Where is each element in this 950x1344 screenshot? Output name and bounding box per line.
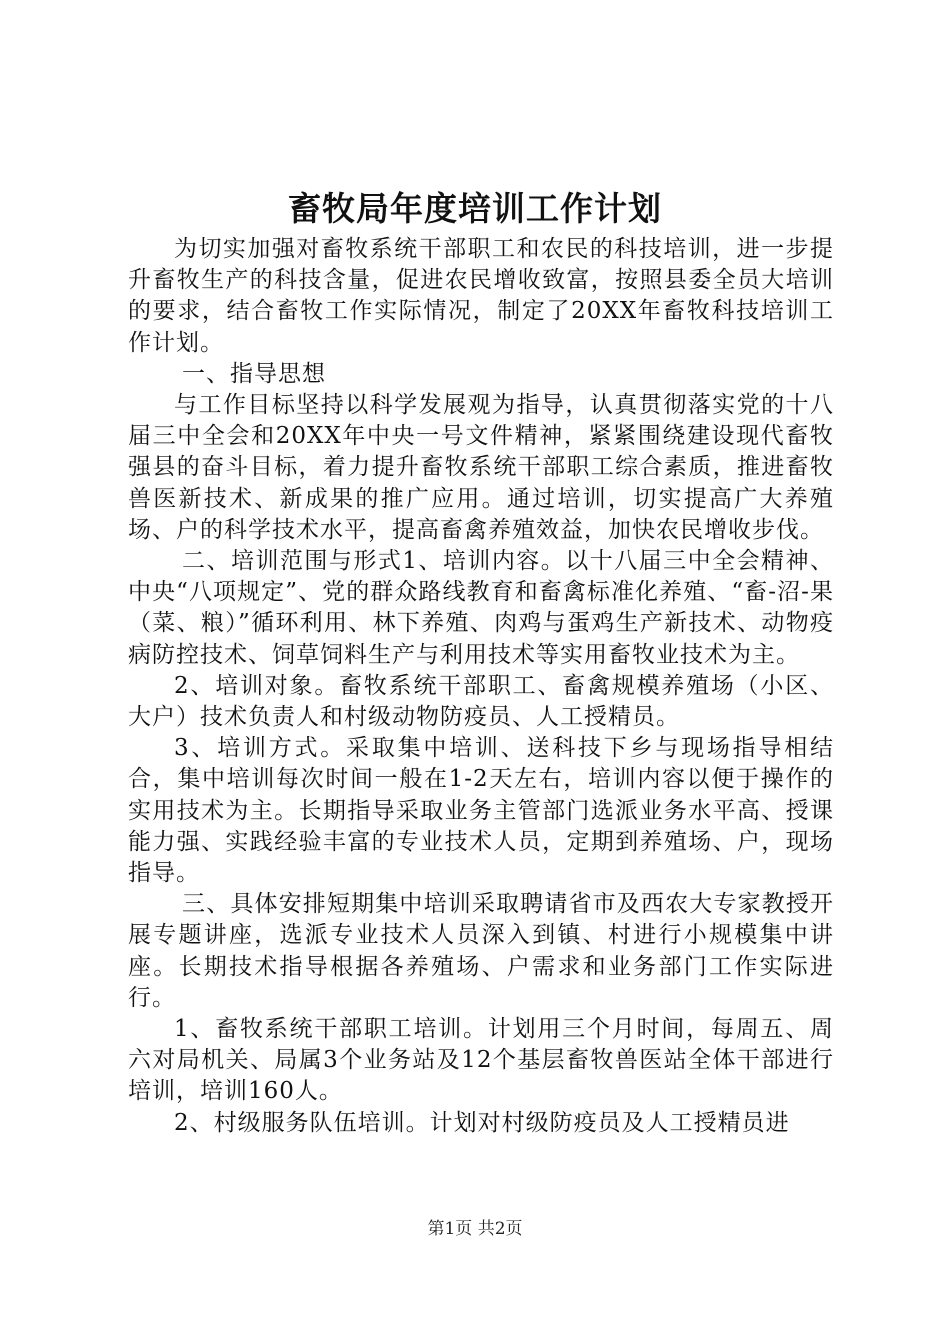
training-methods-paragraph: 3、培训方式。采取集中培训、送科技下乡与现场指导相结合，集中培训每次时间一般在1-2天左右，培训内容以便于操作的实用技术为主。长期指导采取业务主管部门选派业务水平高、授课能力强、实践经验丰富的专业技术人员，定期到养殖场、户，现场指导。 xyxy=(128,735,834,887)
training-targets-paragraph: 2、培训对象。畜牧系统干部职工、畜禽规模养殖场（小区、大户）技术负责人和村级动物防疫员、人工授精员。 xyxy=(128,672,834,731)
page-footer: 第1页 共2页 xyxy=(427,1219,523,1239)
training-scope-paragraph: 二、培训范围与形式1、培训内容。以十八届三中全会精神、中央“八项规定”、党的群众路线教育和畜禽标准化养殖、“畜-沼-果（菜、粮）”循环利用、林下养殖、肉鸡与蛋鸡生产新技术、动物疫病防控技术、饲草饲料生产与利用技术等实用畜牧业技术为主。 xyxy=(128,548,834,668)
village-team-training-paragraph: 2、村级服务队伍培训。计划对村级防疫员及人工授精员进 xyxy=(174,1109,790,1136)
document-body xyxy=(128,234,834,1139)
intro-paragraph: 为切实加强对畜牧系统干部职工和农民的科技培训，进一步提升畜牧生产的科技含量，促进农民增收致富，按照县委全员大培训的要求，结合畜牧工作实际情况，制定了20XX年畜牧科技培训工作计划。 xyxy=(128,236,834,356)
guiding-ideology-paragraph: 与工作目标坚持以科学发展观为指导，认真贯彻落实党的十八届三中全会和20XX年中央一号文件精神，紧紧围绕建设现代畜牧强县的奋斗目标，着力提升畜牧系统干部职工综合素质，推进畜牧兽医新技术、新成果的推广应用。通过培训，切实提高广大养殖场、户的科学技术水平，提高畜禽养殖效益，加快农民增收步伐。 xyxy=(128,392,834,543)
document-title: 畜牧局年度培训工作计划 xyxy=(288,189,662,228)
staff-training-paragraph: 1、畜牧系统干部职工培训。计划用三个月时间，每周五、周六对局机关、局属3个业务站及12个基层畜牧兽医站全体干部进行培训，培训160人。 xyxy=(128,1016,834,1105)
section-heading-guiding-ideology: 一、指导思想 xyxy=(182,360,327,387)
specific-arrangement-paragraph: 三、具体安排短期集中培训采取聘请省市及西农大专家教授开展专题讲座，选派专业技术人员深入到镇、村进行小规模集中讲座。长期技术指导根据各养殖场、户需求和业务部门工作实际进行。 xyxy=(128,891,834,1011)
